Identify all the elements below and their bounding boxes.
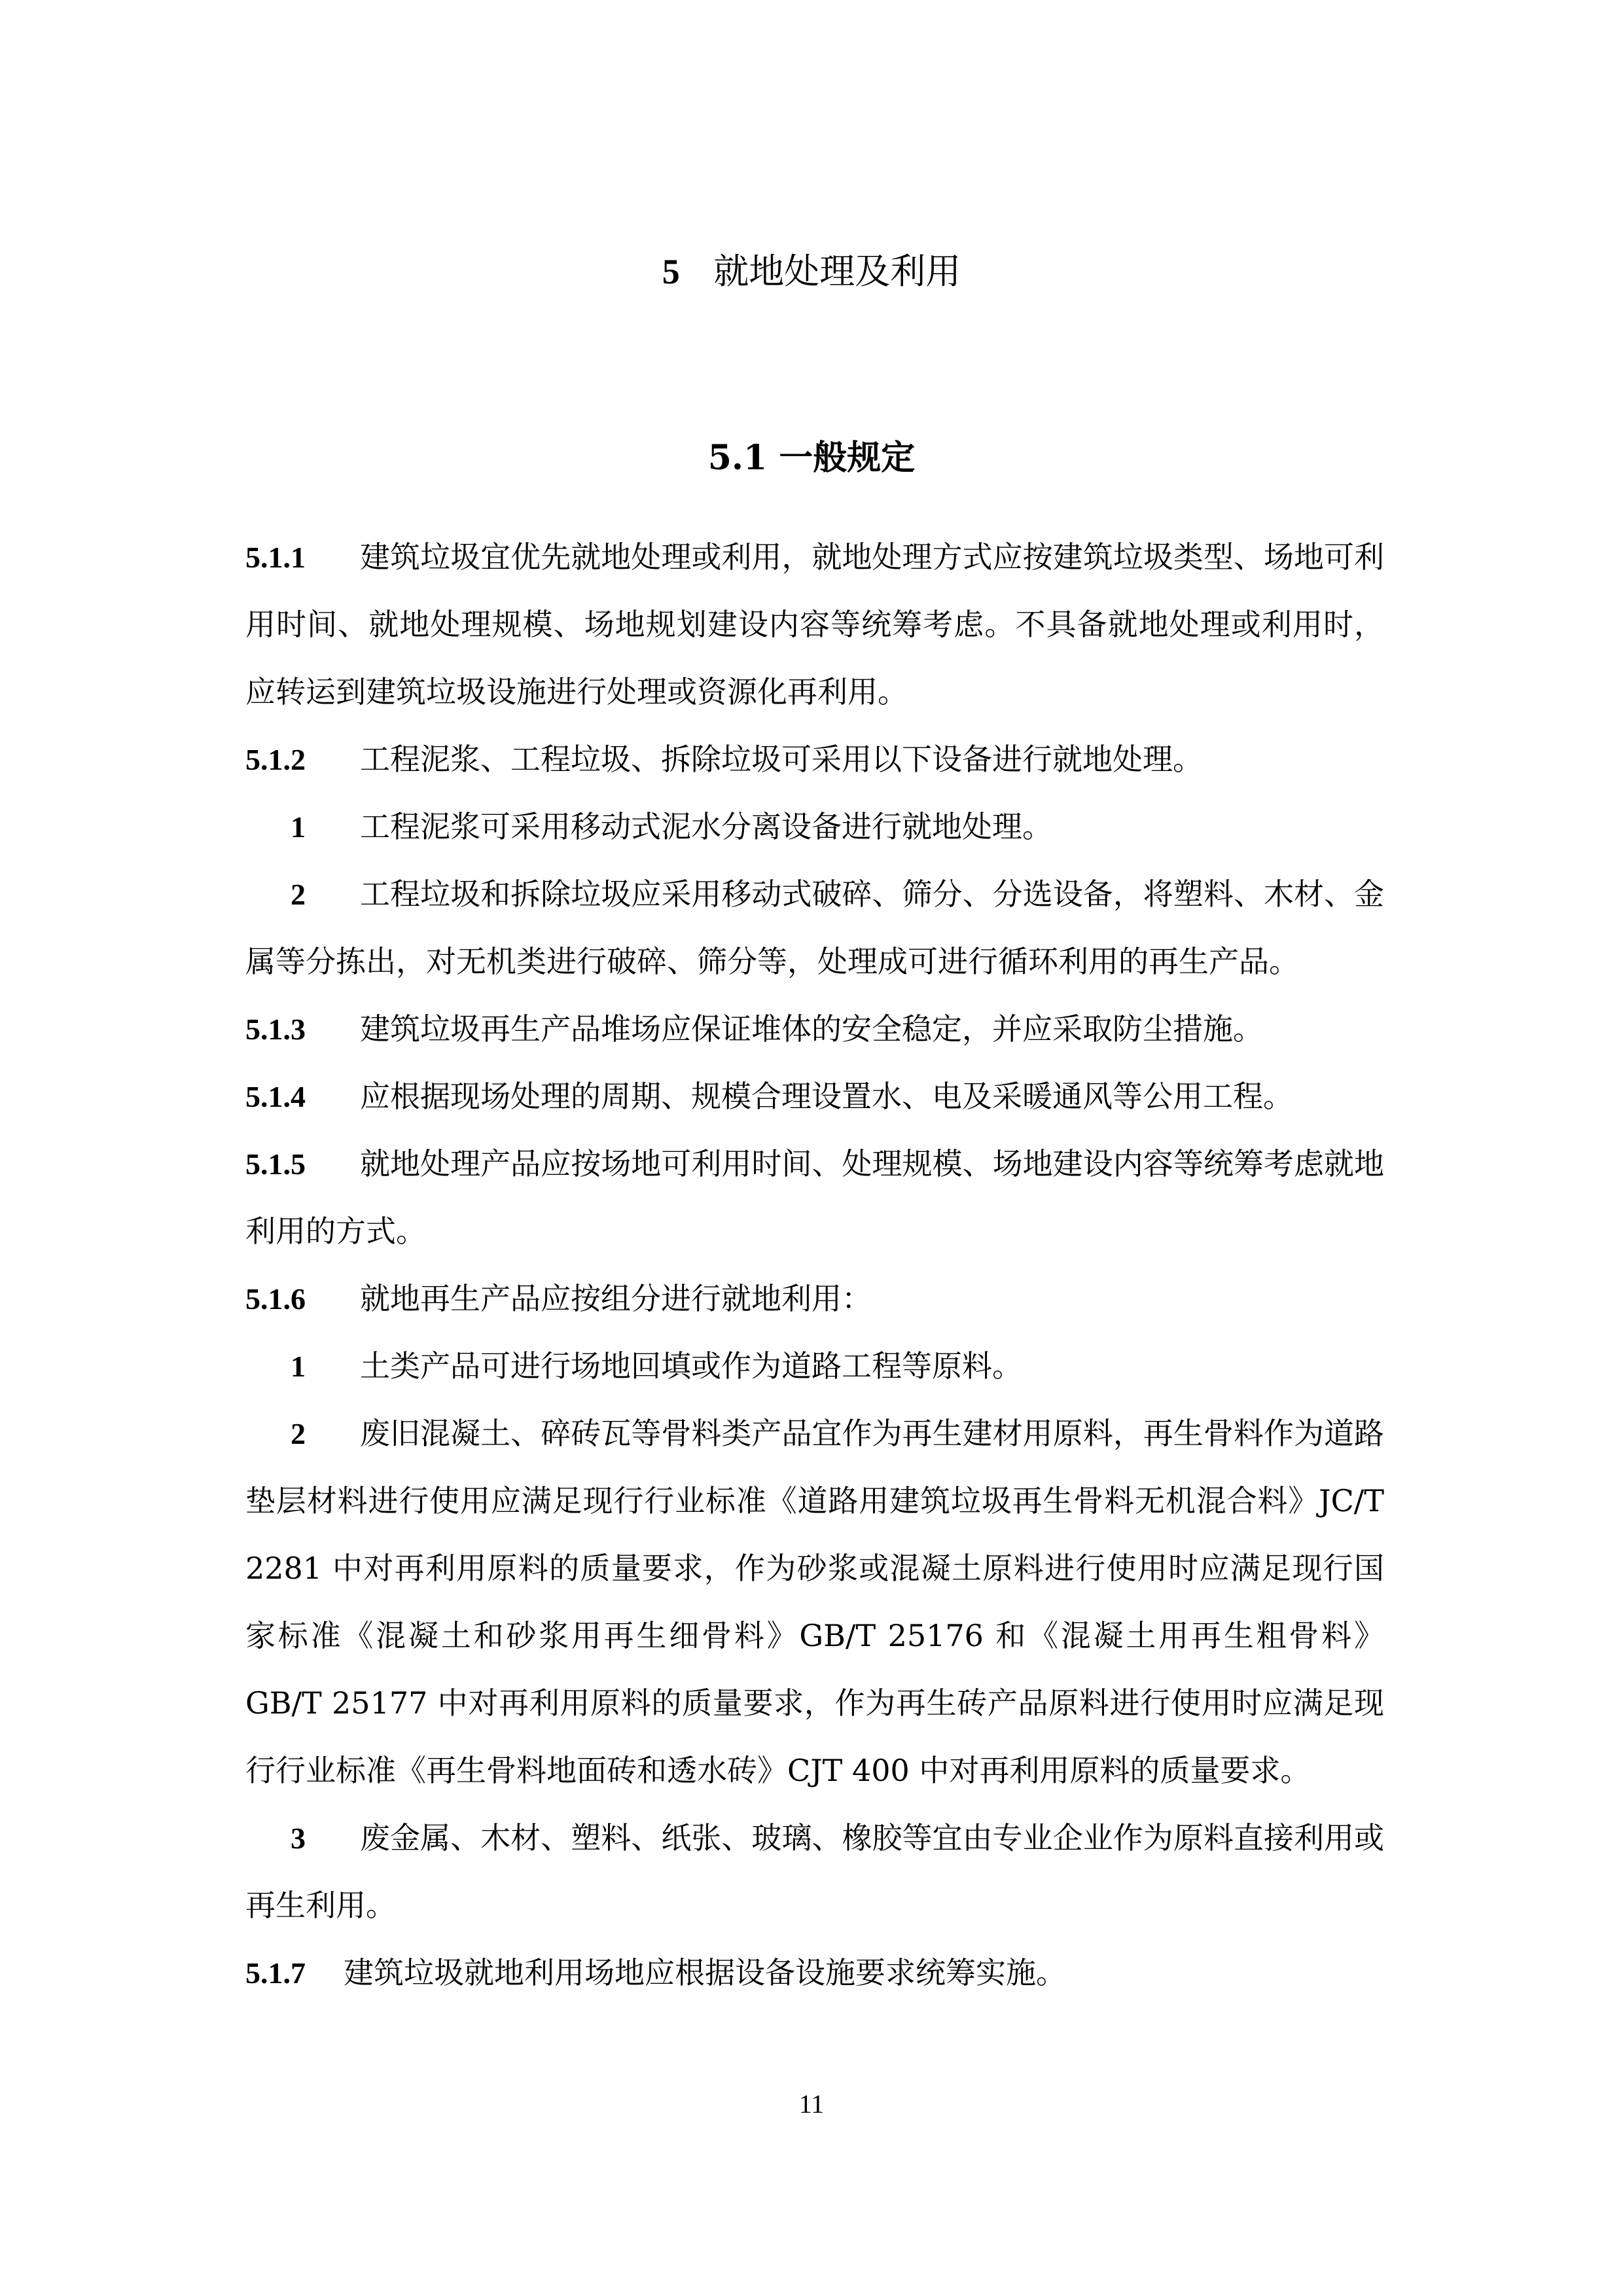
clause-number: 5.1.3 (245, 1013, 306, 1046)
item-text: 工程垃圾和拆除垃圾应采用移动式破碎、筛分、分选设备，将塑料、木材、金属等分拣出，对无机类进行破碎、筛分等，处理成可进行循环利用的再生产品。 (245, 876, 1384, 979)
item-number: 2 (291, 878, 306, 911)
clause-5-1-2-item-2 (245, 861, 1384, 996)
clause-5-1-2-item-1 (245, 793, 1384, 861)
item-number: 2 (291, 1417, 306, 1450)
clause-text: 就地再生产品应按组分进行就地利用： (360, 1281, 872, 1316)
clause-text: 建筑垃圾就地利用场地应根据设备设施要求统筹实施。 (344, 1955, 1066, 1990)
section-title: 5.1 一般规定 (707, 438, 916, 478)
clause-number: 5.1.6 (245, 1282, 306, 1316)
clause-text: 建筑垃圾宜优先就地处理或利用，就地处理方式应按建筑垃圾类型、场地可利用时间、就地处理规模、场地规划建设内容等统筹考虑。不具备就地处理或利用时，应转运到建筑垃圾设施进行处理或资源化再利用。 (245, 539, 1384, 709)
clause-text: 工程泥浆、工程垃圾、拆除垃圾可采用以下设备进行就地处理。 (360, 742, 1203, 777)
chapter-title (0, 245, 1623, 298)
clause-5-1-6 (245, 1265, 1384, 1333)
clause-5-1-6-item-1 (245, 1333, 1384, 1400)
clause-text: 建筑垃圾再生产品堆场应保证堆体的安全稳定，并应采取防尘措施。 (360, 1011, 1263, 1047)
page-number: 11 (798, 2089, 825, 2119)
clause-number: 5.1.2 (245, 743, 306, 776)
clause-number: 5.1.7 (245, 1956, 306, 1990)
clause-5-1-3 (245, 996, 1384, 1063)
item-number: 1 (291, 1350, 306, 1383)
clause-5-1-5 (245, 1130, 1384, 1265)
clause-5-1-7 (245, 1939, 1384, 2007)
clause-number: 5.1.5 (245, 1147, 306, 1181)
clause-5-1-2 (245, 726, 1384, 793)
item-text: 废金属、木材、塑料、纸张、玻璃、橡胶等宜由专业企业作为原料直接利用或再生利用。 (245, 1820, 1384, 1923)
clause-number: 5.1.4 (245, 1080, 306, 1113)
item-text: 废旧混凝土、碎砖瓦等骨料类产品宜作为再生建材用原料，再生骨料作为道路垫层材料进行使用应满足现行行业标准《道路用建筑垃圾再生骨料无机混合料》JC/T 2281 中对再利用原料的质量要求，作为砂浆或混凝土原料进行使用时应满足现行国家标准《混凝土和砂浆用再生细骨料》GB/T 25176 和《混凝土用再生粗骨料》GB/T 25177 中对再利用原料的质量要求，作为再生砖产品原料进行使用时应满足现行行业标准《再生骨料地面砖和透水砖》CJT 400 中对再利用原料的质量要求。 (245, 1416, 1384, 1788)
chapter-number: 5 (662, 252, 680, 291)
clause-text: 就地处理产品应按场地可利用时间、处理规模、场地建设内容等统筹考虑就地利用的方式。 (245, 1146, 1384, 1249)
clause-5-1-6-item-2 (245, 1400, 1384, 1804)
item-number: 3 (291, 1821, 306, 1855)
clause-text: 应根据现场处理的周期、规模合理设置水、电及采暖通风等公用工程。 (360, 1079, 1293, 1114)
item-text: 土类产品可进行场地回填或作为道路工程等原料。 (360, 1348, 1022, 1384)
item-text: 工程泥浆可采用移动式泥水分离设备进行就地处理。 (360, 809, 1052, 844)
clause-number: 5.1.1 (245, 541, 306, 574)
body-text (245, 524, 1384, 2007)
clause-5-1-4 (245, 1063, 1384, 1130)
clause-5-1-1 (245, 524, 1384, 726)
clause-5-1-6-item-3 (245, 1804, 1384, 1939)
chapter-title-text: 就地处理及利用 (713, 251, 961, 292)
item-number: 1 (291, 810, 306, 844)
